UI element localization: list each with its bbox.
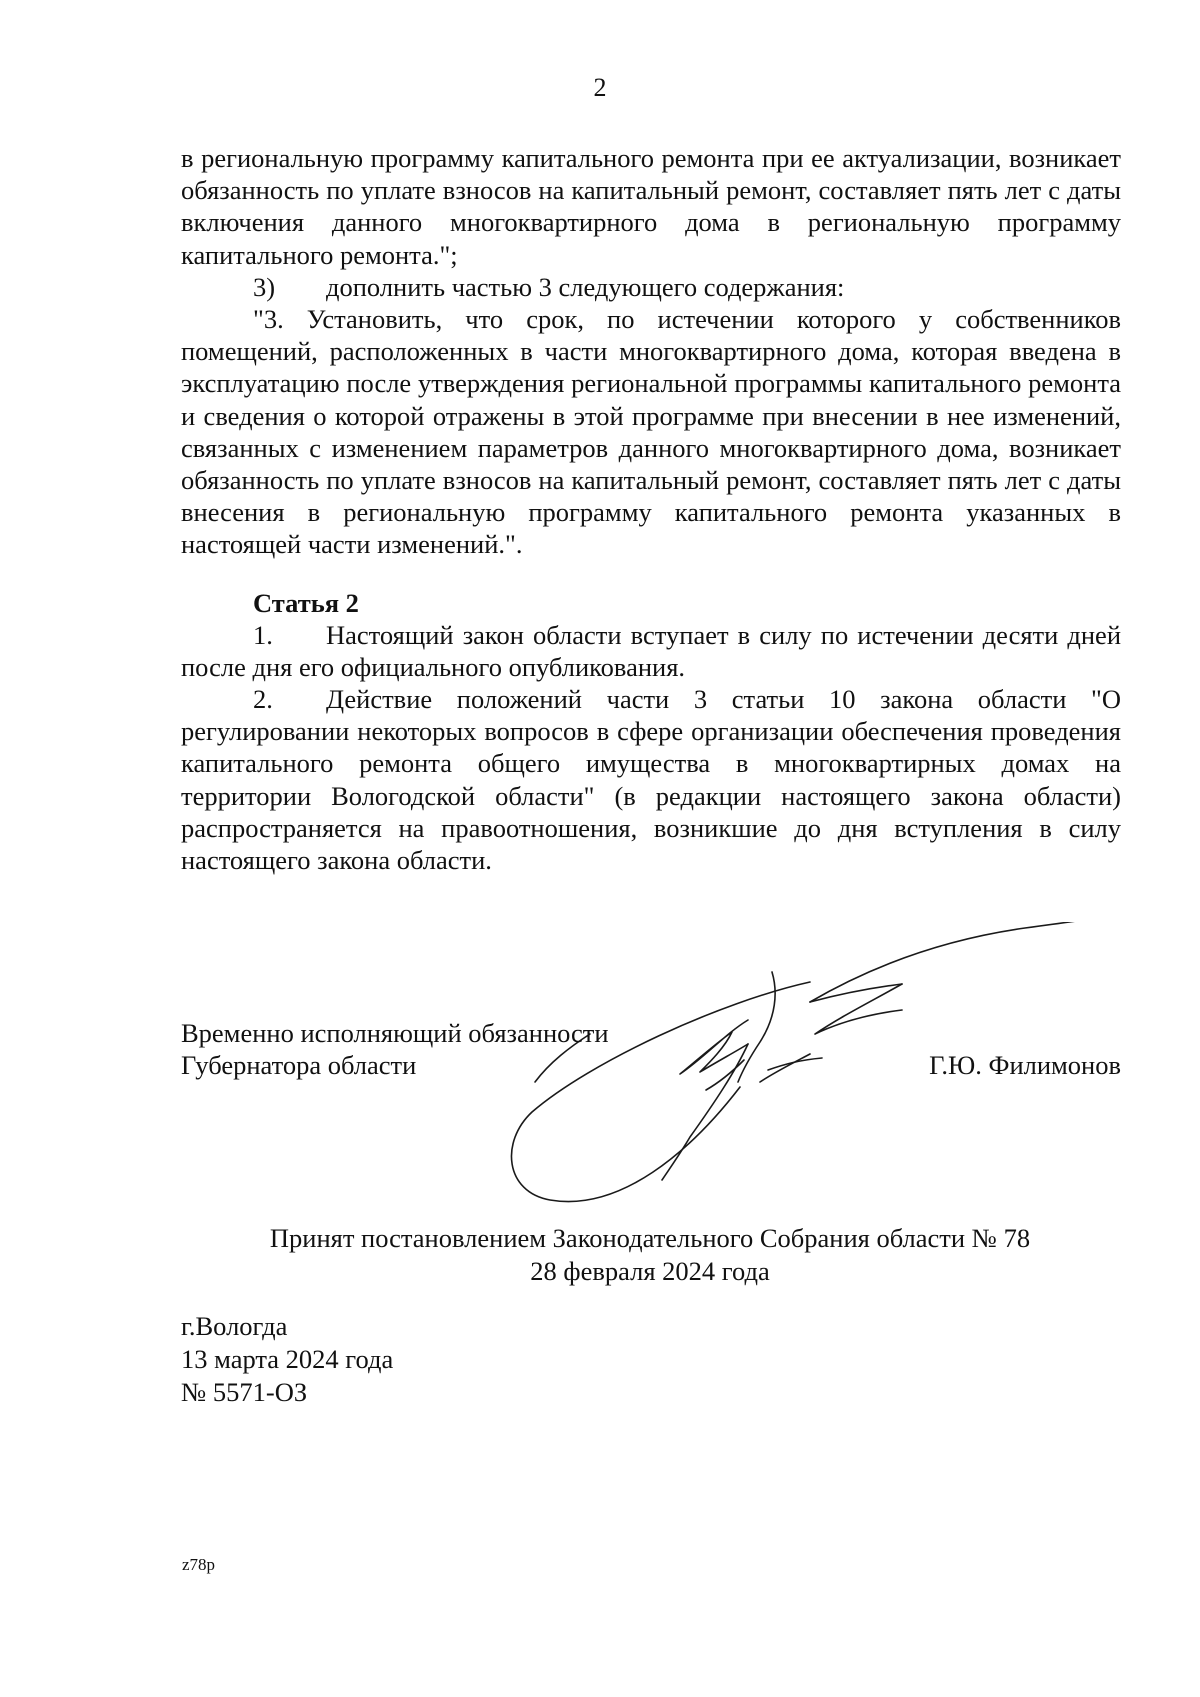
law-number: № 5571-ОЗ bbox=[181, 1377, 308, 1407]
article2-item-2 bbox=[181, 683, 1121, 876]
signatory-name: Г.Ю. Филимонов bbox=[929, 1050, 1121, 1080]
item-text: дополнить частью 3 следующего содержания: bbox=[326, 271, 845, 302]
item-number: 2. bbox=[253, 684, 273, 715]
document-code: z78p bbox=[182, 1555, 216, 1574]
article1-paragraph-tail: в региональную программу капитального ремонта при ее актуализации, возникает обязанность по уплате взносов на капитальный ремонт, составляет пять лет с даты включения данного многоквартирного дома в региональную программу капитального ремонта."; bbox=[181, 143, 1121, 270]
position-line-2: Губернатора области bbox=[181, 1050, 417, 1080]
article2-item-1 bbox=[181, 619, 1121, 683]
adoption-line-2: 28 февраля 2024 года bbox=[530, 1256, 770, 1286]
position-line-1: Временно исполняющий обязанности bbox=[181, 1018, 609, 1048]
adoption-line-1: Принят постановлением Законодательного Собрания области № 78 bbox=[269, 1223, 1031, 1253]
signatory-position bbox=[181, 1017, 701, 1081]
article1-part-3-text: "3. Установить, что срок, по истечении которого у собственников помещений, расположенных в части многоквартирного дома, которая введена в эксплуатацию после утверждения региональной программы капитального ремонта и сведения о которой отражены в этой программе при внесении в нее изменений, связанных с изменением параметров данного многоквартирного дома, возникает обязанность по уплате взносов на капитальный ремонт, составляет пять лет с даты внесения в региональную программу капитального ремонта указанных в настоящей части изменений.". bbox=[181, 304, 1121, 560]
adoption-note bbox=[0, 1222, 1200, 1288]
article1-item-3 bbox=[181, 271, 1121, 303]
signing-date: 13 марта 2024 года bbox=[181, 1344, 394, 1374]
item-text: Настоящий закон области вступает в силу по истечении десяти дней после дня его официального опубликования. bbox=[181, 619, 1121, 682]
city: г.Вологда bbox=[181, 1311, 288, 1341]
article2-title: Статья 2 bbox=[253, 587, 359, 618]
place-date-number bbox=[181, 1310, 393, 1409]
item-text: Действие положений части 3 статьи 10 закона области "О регулировании некоторых вопросов в сфере организации обеспечения проведения капитального ремонта общего имущества в многоквартирных домах на территории Вологодской области" (в редакции настоящего закона области) распространяется на правоотношения, возникшие до дня вступления в силу настоящего закона области. bbox=[181, 684, 1121, 876]
page-number: 2 bbox=[593, 73, 607, 102]
law-body bbox=[181, 142, 1121, 876]
item-number: 1. bbox=[253, 619, 273, 650]
item-number: 3) bbox=[253, 271, 276, 302]
